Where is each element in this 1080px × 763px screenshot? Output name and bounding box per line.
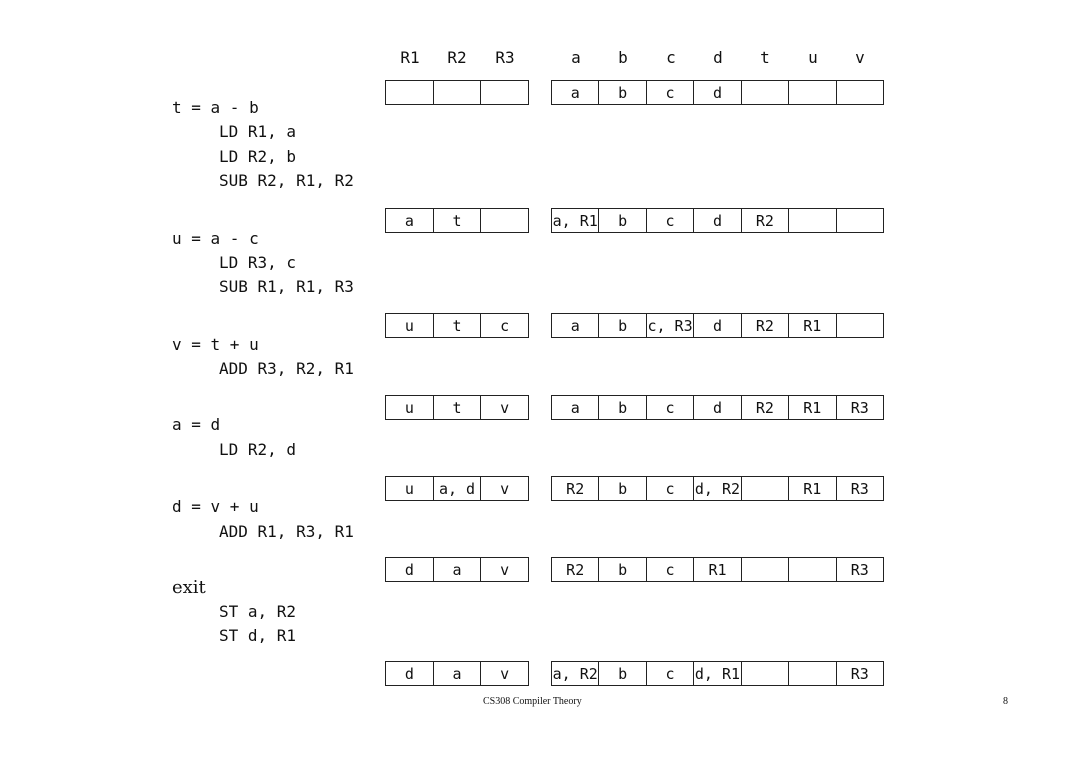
address-descriptor [551,557,884,582]
address-cell: R1 [788,314,835,337]
address-descriptor [551,476,884,501]
statement-3: v = t + u [172,335,259,354]
address-cell: R3 [836,558,883,581]
instruction: LD R1, a [219,122,297,141]
instruction: LD R2, d [219,440,297,459]
address-cell: R3 [836,396,883,419]
address-cell: c, R3 [646,314,693,337]
address-cell: a [570,316,580,335]
address-cell [741,477,788,500]
register-cell: u [404,316,414,335]
register-cell: a [433,662,481,685]
instruction: SUB R1, R1, R3 [219,277,354,296]
address-descriptor [551,80,884,105]
instruction: LD R2, b [219,147,297,166]
header-r1: R1 [400,48,420,67]
address-cell: d [693,209,740,232]
register-cell: v [480,558,528,581]
address-cell [836,209,883,232]
address-cell [836,314,883,337]
address-cell: R2 [741,314,788,337]
address-cell: c [646,558,693,581]
statement-2: u = a - c [172,229,259,248]
register-descriptor [385,476,529,501]
register-descriptor [385,661,529,686]
header-u: u [808,48,818,67]
address-descriptor [551,313,884,338]
register-descriptor [385,395,529,420]
address-cell: c [646,81,693,104]
register-cell: t [433,314,481,337]
register-cell: a, d [433,477,481,500]
address-cell: b [598,477,645,500]
descriptor-row-4 [0,476,1080,501]
address-cell: c [646,209,693,232]
descriptor-row-5 [0,557,1080,582]
address-cell: b [598,662,645,685]
header-t: t [760,48,770,67]
instruction: ADD R1, R3, R1 [219,522,354,541]
address-cell [788,209,835,232]
register-cell: a [433,558,481,581]
register-descriptor [385,313,529,338]
instruction: SUB R2, R1, R2 [219,171,354,190]
address-cell: d [693,396,740,419]
address-cell: c [646,396,693,419]
course-title: CS308 Compiler Theory [483,696,582,707]
register-cell: d [404,664,414,683]
register-cell: t [433,209,481,232]
address-cell: d [693,81,740,104]
address-cell: d [693,314,740,337]
register-cell [386,81,433,104]
address-cell: R2 [741,209,788,232]
address-cell: a, R1 [552,211,598,230]
register-cell [480,81,528,104]
header-r3: R3 [495,48,515,67]
header-b: b [618,48,628,67]
instruction: LD R3, c [219,253,297,272]
address-cell: b [598,314,645,337]
register-cell: u [404,479,414,498]
descriptor-row-1 [0,208,1080,233]
address-cell: R2 [566,479,585,498]
address-cell: a [570,398,580,417]
address-cell: R3 [836,662,883,685]
address-cell: b [598,209,645,232]
register-cell: v [480,477,528,500]
instruction: ST d, R1 [219,626,297,645]
register-descriptor [385,80,529,105]
address-cell: R2 [741,396,788,419]
address-cell [788,81,835,104]
address-cell [741,81,788,104]
statement-4: a = d [172,415,221,434]
register-cell [433,81,481,104]
header-v: v [855,48,865,67]
address-cell: c [646,662,693,685]
address-cell: a, R2 [552,664,598,683]
instruction: ST a, R2 [219,602,297,621]
register-cell: d [404,560,414,579]
header-r2: R2 [447,48,467,67]
address-cell: R1 [788,396,835,419]
address-cell: R3 [836,477,883,500]
address-cell: a [570,83,580,102]
descriptor-row-3 [0,395,1080,420]
address-cell: d, R1 [693,662,740,685]
address-cell: b [598,396,645,419]
address-cell [741,662,788,685]
address-cell: b [598,558,645,581]
address-cell: R2 [566,560,585,579]
register-descriptor [385,557,529,582]
address-cell: d, R2 [693,477,740,500]
register-cell: v [480,396,528,419]
register-cell [480,209,528,232]
page-number: 8 [1003,696,1008,707]
address-descriptor [551,661,884,686]
address-cell [788,558,835,581]
header-a: a [571,48,581,67]
register-cell: t [433,396,481,419]
address-cell [788,662,835,685]
register-cell: u [404,398,414,417]
register-cell: c [480,314,528,337]
statement-1: t = a - b [172,98,259,117]
descriptor-row-0 [0,80,1080,105]
address-cell: c [646,477,693,500]
header-d: d [713,48,723,67]
address-cell: b [598,81,645,104]
descriptor-row-6 [0,661,1080,686]
register-cell: a [404,211,414,230]
instruction: ADD R3, R2, R1 [219,359,354,378]
register-cell: v [480,662,528,685]
address-descriptor [551,395,884,420]
address-cell: R1 [788,477,835,500]
register-descriptor [385,208,529,233]
address-cell [741,558,788,581]
address-cell: R1 [693,558,740,581]
address-cell [836,81,883,104]
statement-exit: exit [172,577,206,598]
descriptor-row-2 [0,313,1080,338]
statement-5: d = v + u [172,497,259,516]
header-c: c [666,48,676,67]
address-descriptor [551,208,884,233]
